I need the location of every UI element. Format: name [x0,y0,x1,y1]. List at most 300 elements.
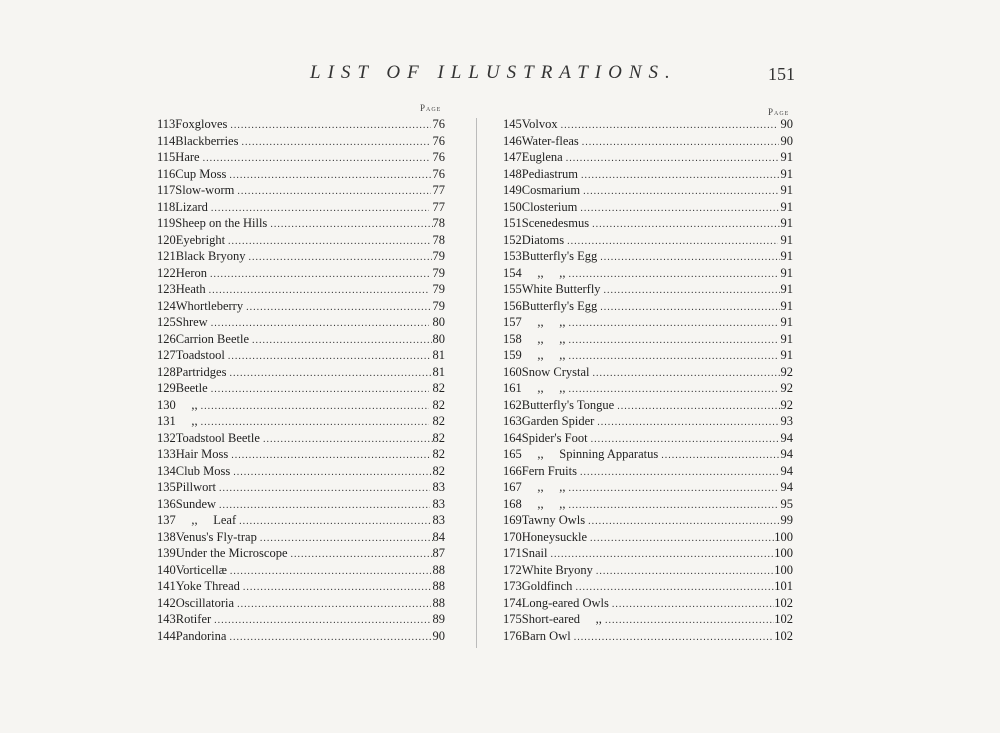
illustration-number: 120 [157,232,176,247]
dot-leader [580,203,779,214]
list-item [157,530,445,547]
illustration-title: Snail [521,546,548,560]
illustration-page: 100 [774,546,793,560]
illustration-page: 90 [432,628,445,643]
list-item [157,134,445,151]
illustration-number: 126 [157,331,176,346]
list-item [157,348,445,365]
list-item [157,299,445,316]
dot-leader [600,252,780,263]
illustration-title: ,, ,, [521,480,566,494]
dot-leader [211,203,429,214]
illustration-page: 91 [780,315,793,329]
page-number: 151 [768,64,795,84]
illustration-title: Butterfly's Egg [521,249,598,263]
dot-leader [580,467,779,478]
dot-leader [605,615,774,626]
dot-leader [588,516,779,527]
dot-leader [231,450,431,461]
illustration-title: Toadstool [175,348,225,362]
illustration-number: 175 [503,612,522,626]
illustration-title: Hare [175,150,200,164]
dot-leader [201,401,429,412]
illustration-number: 145 [503,117,522,131]
illustration-title: Diatoms [521,232,565,247]
illustration-page: 76 [432,166,445,181]
illustration-number: 167 [503,480,522,494]
list-item [503,447,793,464]
list-item [157,447,445,464]
dot-leader [591,434,780,445]
illustration-title: Closterium [521,199,578,214]
dot-leader [566,153,778,164]
illustration-number: 123 [157,282,176,296]
dot-leader [612,599,774,610]
list-item [503,563,793,580]
illustration-page: 77 [432,199,445,214]
dot-leader [597,417,780,428]
illustration-title: Blackberries [175,133,239,148]
dot-leader [263,434,433,445]
illustration-title: Barn Owl [521,628,571,643]
illustration-title: Fern Fruits [521,463,577,478]
list-item [503,464,793,481]
illustration-title: Foxgloves [175,117,228,131]
illustration-page: 81 [432,348,445,362]
list-item [503,266,793,283]
illustration-title: Partridges [175,364,227,379]
dot-leader [260,533,433,544]
illustration-title: ,, ,, [521,496,566,511]
illustration-number: 146 [503,133,522,148]
dot-leader [291,549,433,560]
illustration-page: 100 [774,529,793,544]
dot-leader [209,285,430,296]
illustration-number: 155 [503,282,522,296]
illustration-number: 170 [503,529,522,544]
illustration-page: 90 [780,117,793,131]
illustration-page: 100 [774,562,793,577]
illustration-page: 91 [780,348,793,362]
illustration-title: Yoke Thread [175,579,240,593]
list-item [157,200,445,217]
illustration-title: Black Bryony [175,249,246,263]
left-page-column-label: Page [420,103,442,113]
list-item [157,150,445,167]
illustration-page: 82 [432,397,445,412]
list-item [157,464,445,481]
illustration-number: 173 [503,579,522,593]
list-item [157,480,445,497]
illustration-title: Pandorina [175,628,227,643]
dot-leader [230,566,431,577]
illustration-title: Short-eared ,, [521,612,602,626]
list-item [157,233,445,250]
illustration-title: Garden Spider [521,414,595,428]
illustration-page: 89 [432,612,445,626]
illustration-page: 93 [780,414,793,428]
illustration-page: 91 [780,166,793,181]
dot-leader [581,170,779,181]
illustration-page: 80 [432,331,445,346]
illustration-number: 142 [157,595,176,610]
list-item [503,431,793,448]
illustration-number: 148 [503,166,522,181]
illustration-page: 91 [780,298,793,313]
list-item [157,381,445,398]
illustration-title: Water-fleas [521,133,579,148]
list-item [157,414,445,431]
illustration-page: 92 [780,364,793,379]
illustration-number: 129 [157,381,176,395]
illustration-title: Rotifer [175,612,212,626]
list-item [157,183,445,200]
illustration-number: 152 [503,232,522,247]
illustration-number: 176 [503,628,522,643]
illustration-number: 135 [157,480,176,494]
illustration-page: 88 [432,595,445,610]
illustration-title: Venus's Fly-trap [175,529,257,544]
list-item [503,381,793,398]
dot-leader [567,236,778,247]
list-item [157,612,445,629]
illustration-page: 95 [780,496,793,511]
dot-leader [569,384,779,395]
illustration-page: 79 [432,249,445,263]
illustration-number: 143 [157,612,176,626]
dot-leader [590,533,774,544]
illustration-number: 159 [503,348,522,362]
illustration-number: 161 [503,381,522,395]
list-item [503,530,793,547]
illustration-number: 153 [503,249,522,263]
illustration-page: 80 [432,315,445,329]
illustration-page: 94 [780,480,793,494]
illustration-page: 91 [780,232,793,247]
dot-leader [219,500,430,511]
dot-leader [270,219,432,230]
illustration-page: 79 [432,298,445,313]
illustration-title: ,, ,, [521,348,566,362]
dot-leader [228,351,431,362]
list-item [503,332,793,349]
dot-leader [211,384,430,395]
list-item [503,546,793,563]
illustration-title: Sundew [175,496,217,511]
illustration-number: 169 [503,513,522,527]
illustration-title: Toadstool Beetle [175,430,260,445]
illustration-number: 133 [157,447,176,461]
illustration-title: Hair Moss [175,447,229,461]
illustration-page: 83 [432,513,445,527]
list-item [157,332,445,349]
illustration-title: Euglena [521,150,563,164]
list-item [157,117,445,134]
list-item [157,579,445,596]
list-item [157,398,445,415]
dot-leader [229,170,430,181]
illustration-number: 134 [157,463,176,478]
illustration-number: 166 [503,463,522,478]
dot-leader [243,582,432,593]
dot-leader [237,186,431,197]
dot-leader [550,549,774,560]
illustration-page: 94 [780,447,793,461]
list-item [503,200,793,217]
dot-leader [575,582,774,593]
illustration-page: 94 [780,463,793,478]
dot-leader [237,599,431,610]
illustration-page: 76 [432,133,445,148]
illustration-title: Slow-worm [175,183,235,197]
list-item [157,249,445,266]
list-item [503,579,793,596]
illustration-page: 87 [432,546,445,560]
illustration-number: 163 [503,414,522,428]
illustration-page: 88 [432,562,445,577]
illustration-page: 102 [774,612,793,626]
illustration-title: Oscillatoria [175,595,235,610]
illustration-page: 84 [432,529,445,544]
illustration-title: White Bryony [521,562,593,577]
illustration-title: Spider's Foot [521,430,588,445]
illustration-number: 158 [503,331,522,346]
illustration-number: 113 [157,117,176,131]
illustration-page: 90 [780,133,793,148]
illustration-number: 144 [157,628,176,643]
illustration-number: 139 [157,546,176,560]
illustration-title: Pillwort [175,480,217,494]
illustration-number: 151 [503,216,522,230]
illustration-page: 102 [774,628,793,643]
illustration-page: 82 [432,381,445,395]
dot-leader [569,483,779,494]
illustration-title: Beetle [175,381,208,395]
illustration-page: 79 [432,265,445,280]
illustration-page: 88 [432,579,445,593]
dot-leader [604,285,781,296]
illustration-page: 91 [780,265,793,280]
illustration-page: 91 [780,216,793,230]
dot-leader [596,566,774,577]
list-item [157,282,445,299]
list-item [503,299,793,316]
illustration-title: ,, Spinning Apparatus [521,447,659,461]
illustration-number: 128 [157,364,176,379]
illustration-page: 82 [432,414,445,428]
illustration-number: 168 [503,496,522,511]
illustration-number: 150 [503,199,522,214]
dot-leader [233,467,431,478]
illustrations-list-left [157,117,445,645]
illustration-page: 92 [780,397,793,412]
illustration-title: ,, ,, [521,265,566,280]
illustration-title: Sheep on the Hills [175,216,268,230]
dot-leader [592,368,779,379]
list-item [503,629,793,646]
illustration-page: 94 [780,430,793,445]
illustration-number: 122 [157,265,176,280]
list-item [503,596,793,613]
illustration-page: 91 [780,199,793,214]
dot-leader [569,335,779,346]
list-item [503,216,793,233]
illustration-page: 82 [432,463,445,478]
illustration-title: Under the Microscope [175,546,288,560]
illustration-number: 132 [157,430,176,445]
illustration-page: 79 [432,282,445,296]
illustration-title: Snow Crystal [521,364,590,379]
dot-leader [203,153,429,164]
dot-leader [246,302,432,313]
column-divider [476,118,477,648]
list-item [503,398,793,415]
illustration-page: 82 [432,447,445,461]
dot-leader [241,137,431,148]
illustration-number: 124 [157,298,176,313]
list-item [157,629,445,646]
dot-leader [229,368,430,379]
illustration-page: 91 [780,331,793,346]
list-item [157,431,445,448]
list-item [157,167,445,184]
illustration-number: 125 [157,315,176,329]
illustration-page: 102 [774,595,793,610]
illustration-title: Tawny Owls [521,513,586,527]
illustration-page: 101 [774,579,793,593]
dot-leader [569,351,779,362]
illustration-page: 91 [780,282,793,296]
list-item [157,563,445,580]
illustration-page: 76 [432,150,445,164]
illustration-page: 91 [780,183,793,197]
illustration-number: 114 [157,133,176,148]
dot-leader [600,302,780,313]
dot-leader [252,335,432,346]
illustration-title: Cup Moss [175,166,227,181]
illustration-number: 138 [157,529,176,544]
illustration-number: 149 [503,183,522,197]
list-item [157,315,445,332]
illustration-page: 83 [432,496,445,511]
illustration-number: 130 [157,397,176,412]
list-item [157,365,445,382]
illustration-title: White Butterfly [521,282,601,296]
dot-leader [201,417,429,428]
illustration-title: Carrion Beetle [175,331,249,346]
illustration-page: 99 [780,513,793,527]
illustration-page: 78 [432,232,445,247]
illustration-page: 76 [432,117,445,131]
dot-leader [569,500,779,511]
list-item [503,480,793,497]
list-item [157,513,445,530]
list-item [503,365,793,382]
list-item [503,167,793,184]
illustration-number: 157 [503,315,522,329]
illustration-title: Long-eared Owls [521,595,609,610]
illustration-title: ,, Leaf [175,513,237,527]
illustration-number: 154 [503,265,522,280]
illustration-title: ,, [175,397,198,412]
illustration-number: 136 [157,496,176,511]
list-item [503,183,793,200]
dot-leader [583,186,779,197]
illustration-title: Goldfinch [521,579,573,593]
illustration-page: 91 [780,249,793,263]
list-item [503,612,793,629]
dot-leader [592,219,780,230]
right-page-column-label: Page [768,107,790,117]
dot-leader [569,269,779,280]
illustration-page: 78 [432,216,445,230]
illustration-title: ,, ,, [521,315,566,329]
illustration-number: 137 [157,513,176,527]
illustration-number: 174 [503,595,522,610]
dot-leader [569,318,779,329]
list-item [157,266,445,283]
illustration-title: Eyebright [175,232,226,247]
illustration-page: 82 [432,430,445,445]
dot-leader [228,236,430,247]
illustration-number: 115 [157,150,176,164]
dot-leader [211,318,430,329]
illustration-title: Butterfly's Egg [521,298,598,313]
illustration-number: 116 [157,166,176,181]
illustration-page: 83 [432,480,445,494]
list-item [503,348,793,365]
illustration-page: 81 [432,364,445,379]
illustration-number: 121 [157,249,176,263]
illustration-title: Cosmarium [521,183,581,197]
dot-leader [239,516,431,527]
list-item [503,134,793,151]
illustration-title: Club Moss [175,463,231,478]
list-item [157,216,445,233]
illustration-title: Shrew [175,315,208,329]
illustration-title: Scenedesmus [521,216,590,230]
list-item [503,249,793,266]
dot-leader [214,615,429,626]
list-item [157,497,445,514]
illustration-number: 127 [157,348,176,362]
illustration-number: 160 [503,364,522,379]
dot-leader [574,632,775,643]
illustration-number: 118 [157,199,176,214]
illustration-page: 91 [780,150,793,164]
list-item [503,117,793,134]
illustration-title: Volvox [521,117,558,131]
illustration-number: 172 [503,562,522,577]
illustration-number: 140 [157,562,176,577]
illustration-title: Pediastrum [521,166,578,181]
illustration-title: ,, ,, [521,331,566,346]
illustration-title: Honeysuckle [521,529,588,544]
list-item [503,233,793,250]
illustration-number: 156 [503,298,522,313]
illustration-title: ,, ,, [521,381,566,395]
illustration-title: Lizard [175,199,208,214]
illustration-title: Whortleberry [175,298,244,313]
dot-leader [561,120,778,131]
illustration-number: 162 [503,397,522,412]
list-item [503,282,793,299]
list-item [503,513,793,530]
list-item [503,497,793,514]
illustration-title: ,, [175,414,198,428]
page-running-title: LIST OF ILLUSTRATIONS. [310,62,677,83]
dot-leader [229,632,430,643]
